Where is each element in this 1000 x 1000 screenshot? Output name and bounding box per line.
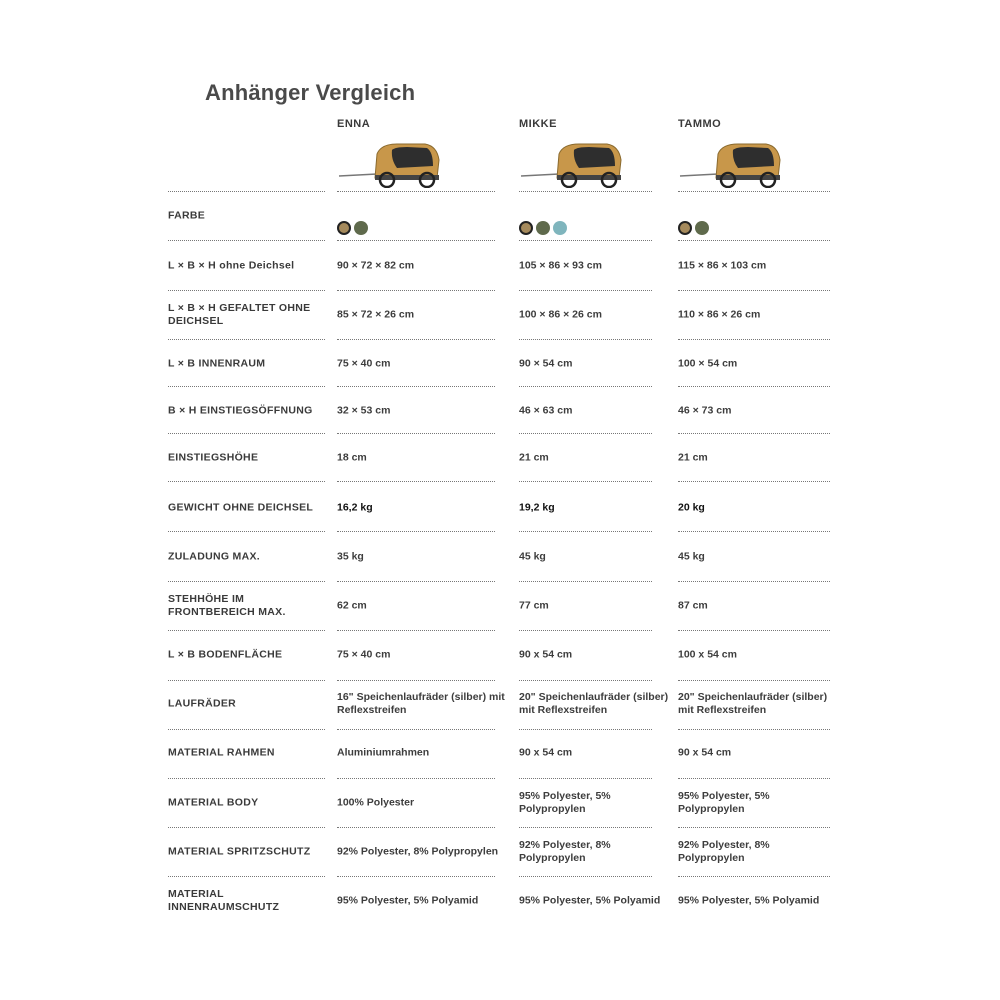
table-cell: 75 × 40 cm (337, 648, 391, 661)
trailer-icon (337, 138, 449, 188)
row-label: B × H EINSTIEGSÖFFNUNG (168, 404, 313, 417)
row-divider (337, 290, 495, 291)
row-divider (168, 581, 325, 582)
table-cell: 87 cm (678, 599, 708, 612)
row-divider (337, 827, 495, 828)
row-label: L × B × H GEFALTET OHNE DEICHSEL (168, 302, 311, 327)
row-divider (678, 191, 830, 192)
row-divider (519, 481, 652, 482)
row-divider (168, 240, 325, 241)
table-cell: 46 × 63 cm (519, 404, 573, 417)
row-divider (337, 386, 495, 387)
color-swatches (519, 221, 567, 235)
row-divider (519, 778, 652, 779)
table-cell: 100 × 54 cm (678, 357, 738, 370)
table-cell: 95% Polyester, 5% Polyamid (678, 894, 820, 907)
table-cell: 90 x 54 cm (519, 746, 573, 759)
table-cell: 100% Polyester (337, 796, 415, 809)
color-swatches (337, 221, 368, 235)
color-swatch[interactable] (519, 221, 533, 235)
color-swatch[interactable] (337, 221, 351, 235)
row-divider (337, 876, 495, 877)
color-swatch[interactable] (536, 221, 550, 235)
table-cell: 20" Speichenlaufräder (silber) mit Reflexstreifen (519, 691, 669, 716)
table-cell: 95% Polyester, 5% Polyamid (337, 894, 479, 907)
row-divider (168, 778, 325, 779)
row-divider (337, 481, 495, 482)
row-label: MATERIAL BODY (168, 796, 259, 809)
row-divider (678, 339, 830, 340)
row-divider (678, 531, 830, 532)
row-label: EINSTIEGSHÖHE (168, 451, 259, 464)
row-divider (519, 827, 652, 828)
table-cell: 21 cm (678, 451, 708, 464)
table-cell: 46 × 73 cm (678, 404, 732, 417)
row-divider (519, 386, 652, 387)
row-divider (168, 827, 325, 828)
color-swatch[interactable] (553, 221, 567, 235)
color-swatch[interactable] (695, 221, 709, 235)
table-cell: 95% Polyester, 5% Polypropylen (678, 790, 770, 815)
table-cell: 20 kg (678, 501, 705, 514)
row-label: MATERIAL INNENRAUMSCHUTZ (168, 888, 280, 913)
row-divider (519, 630, 652, 631)
row-divider (519, 581, 652, 582)
row-divider (168, 433, 325, 434)
row-label: LAUFRÄDER (168, 697, 237, 710)
row-divider (678, 581, 830, 582)
table-cell: 105 × 86 × 93 cm (519, 259, 602, 272)
table-cell: 45 kg (678, 550, 705, 563)
row-divider (678, 876, 830, 877)
row-divider (337, 433, 495, 434)
table-cell: 92% Polyester, 8% Polypropylen (678, 839, 770, 864)
color-swatch[interactable] (678, 221, 692, 235)
color-swatches (678, 221, 709, 235)
table-cell: 18 cm (337, 451, 367, 464)
row-divider (168, 630, 325, 631)
table-cell: 16,2 kg (337, 501, 373, 514)
row-divider (337, 778, 495, 779)
table-cell: 95% Polyester, 5% Polyamid (519, 894, 661, 907)
table-cell: Aluminiumrahmen (337, 746, 430, 759)
table-cell: 20" Speichenlaufräder (silber) mit Reflexstreifen (678, 691, 828, 716)
row-divider (519, 729, 652, 730)
row-divider (168, 386, 325, 387)
row-divider (678, 433, 830, 434)
row-divider (168, 481, 325, 482)
row-divider (678, 729, 830, 730)
color-swatch[interactable] (354, 221, 368, 235)
table-cell: 62 cm (337, 599, 367, 612)
row-label: GEWICHT OHNE DEICHSEL (168, 501, 314, 514)
row-divider (678, 827, 830, 828)
row-label: L × B INNENRAUM (168, 357, 266, 370)
trailer-icon (519, 138, 631, 188)
row-label: STEHHÖHE IM FRONTBEREICH MAX. (168, 593, 286, 618)
row-divider (519, 680, 652, 681)
row-divider (678, 778, 830, 779)
row-divider (168, 680, 325, 681)
row-divider (519, 191, 652, 192)
product-header-enna: ENNA (337, 118, 371, 130)
table-cell: 16" Speichenlaufräder (silber) mit Reflexstreifen (337, 691, 505, 716)
row-divider (168, 729, 325, 730)
row-divider (519, 433, 652, 434)
trailer-icon (678, 138, 790, 188)
row-label: L × B BODENFLÄCHE (168, 648, 283, 661)
table-cell: 90 × 72 × 82 cm (337, 259, 415, 272)
row-label: L × B × H ohne Deichsel (168, 259, 295, 272)
row-divider (337, 729, 495, 730)
row-divider (678, 290, 830, 291)
row-label: MATERIAL SPRITZSCHUTZ (168, 845, 311, 858)
row-divider (337, 630, 495, 631)
row-divider (337, 240, 495, 241)
row-label: ZULADUNG MAX. (168, 550, 260, 563)
table-cell: 90 × 54 cm (519, 357, 573, 370)
row-divider (678, 386, 830, 387)
table-cell: 21 cm (519, 451, 549, 464)
table-cell: 95% Polyester, 5% Polypropylen (519, 790, 611, 815)
row-divider (678, 240, 830, 241)
table-cell: 90 x 54 cm (519, 648, 573, 661)
row-divider (678, 481, 830, 482)
page-title: Anhänger Vergleich (205, 80, 416, 105)
row-divider (337, 191, 495, 192)
row-divider (337, 531, 495, 532)
table-cell: 85 × 72 × 26 cm (337, 308, 415, 321)
row-divider (519, 339, 652, 340)
row-label: MATERIAL RAHMEN (168, 746, 275, 759)
product-header-mikke: MIKKE (519, 118, 557, 130)
row-divider (519, 531, 652, 532)
row-divider (337, 339, 495, 340)
row-divider (168, 290, 325, 291)
table-cell: 32 × 53 cm (337, 404, 391, 417)
table-cell: 75 × 40 cm (337, 357, 391, 370)
row-divider (519, 876, 652, 877)
table-cell: 115 × 86 × 103 cm (678, 259, 767, 272)
table-cell: 100 × 86 × 26 cm (519, 308, 602, 321)
table-cell: 35 kg (337, 550, 364, 563)
row-divider (168, 339, 325, 340)
row-divider (168, 876, 325, 877)
table-cell: 92% Polyester, 8% Polypropylen (337, 845, 499, 858)
row-divider (168, 191, 325, 192)
table-cell: 92% Polyester, 8% Polypropylen (519, 839, 611, 864)
table-cell: 100 x 54 cm (678, 648, 737, 661)
table-cell: 77 cm (519, 599, 549, 612)
table-cell: 90 x 54 cm (678, 746, 732, 759)
row-divider (337, 581, 495, 582)
table-cell: 110 × 86 × 26 cm (678, 308, 761, 321)
row-divider (168, 531, 325, 532)
row-divider (519, 290, 652, 291)
row-divider (337, 680, 495, 681)
table-cell: 45 kg (519, 550, 546, 563)
row-divider (519, 240, 652, 241)
table-cell: 19,2 kg (519, 501, 555, 514)
row-divider (678, 630, 830, 631)
row-divider (678, 680, 830, 681)
row-label: FARBE (168, 209, 206, 222)
product-header-tammo: TAMMO (678, 118, 722, 130)
